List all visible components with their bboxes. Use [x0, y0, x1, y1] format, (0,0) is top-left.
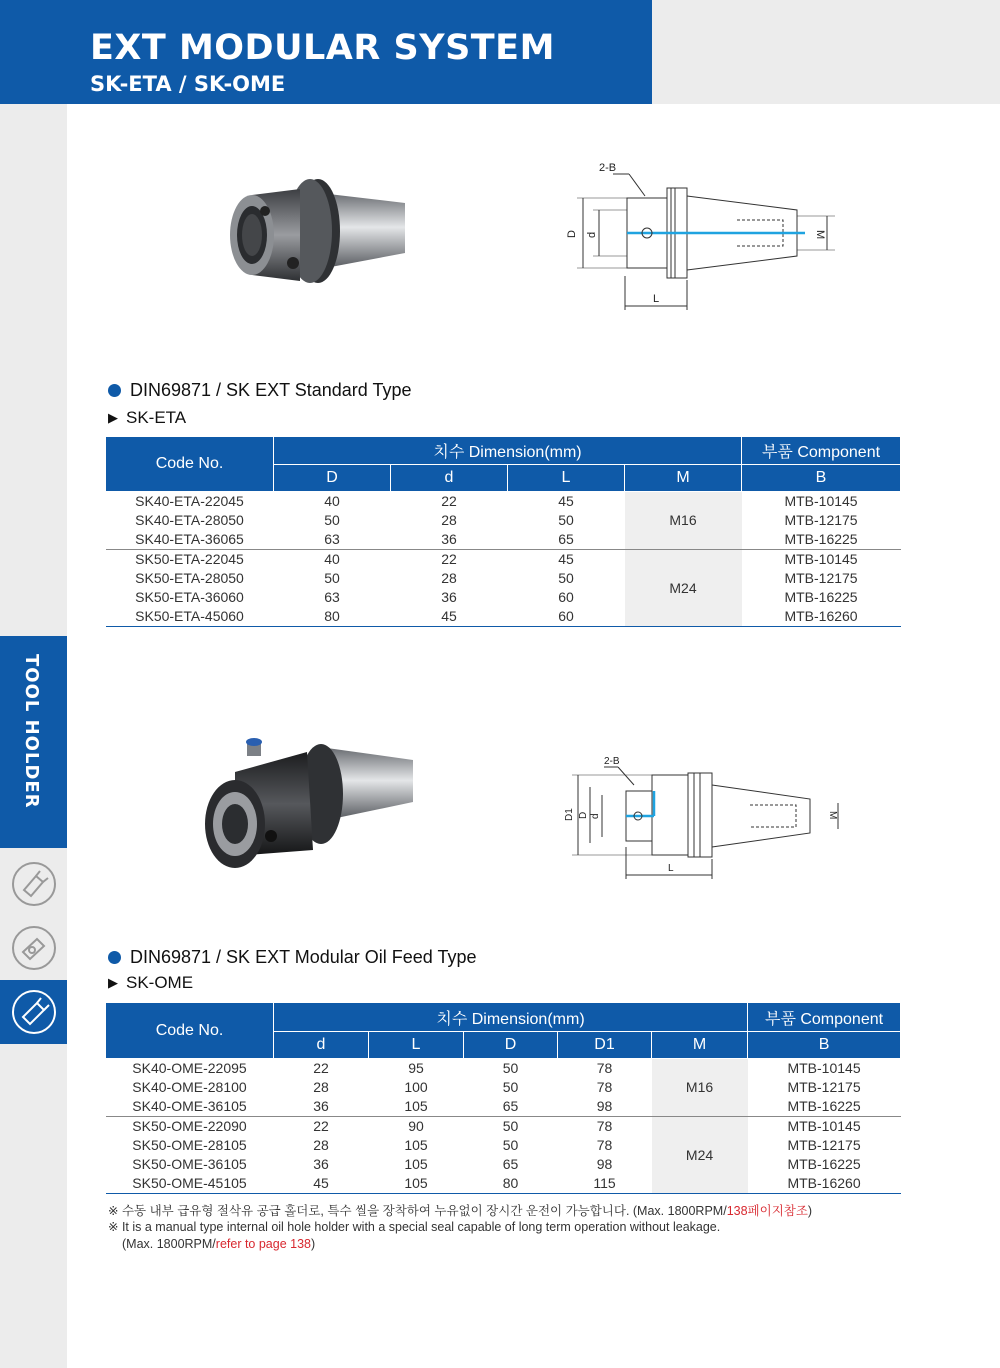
- note-english-line1: ※ It is a manual type internal oil hole holder with a special seal capable of long term operation without leakage.: [108, 1220, 721, 1234]
- cell-d: 45: [274, 1174, 369, 1194]
- ome-type-label-text: SK-OME: [126, 973, 194, 992]
- table-row: [106, 530, 901, 550]
- cell-d: 36: [274, 1097, 369, 1117]
- cell-d: 28: [441, 512, 457, 528]
- table-row: [106, 588, 901, 607]
- cell-L: 50: [558, 512, 574, 528]
- code-cell: SK40-OME-28100: [132, 1079, 247, 1095]
- table-row: [106, 1136, 901, 1155]
- side-nav-holder-icon-1[interactable]: [0, 852, 67, 916]
- cell-B: MTB-16225: [748, 1097, 901, 1117]
- cell-D: 50: [502, 1079, 519, 1095]
- cell-D1: 78: [596, 1118, 613, 1134]
- sk-eta-technical-drawing: [565, 158, 845, 323]
- cell-B: MTB-12175: [787, 1079, 861, 1095]
- cell-D: 50: [502, 1137, 519, 1153]
- ome-section-title: [108, 947, 477, 968]
- cell-d: 22: [441, 551, 457, 567]
- cell-d: 36: [391, 530, 508, 550]
- cell-M: M16: [625, 492, 742, 550]
- code-cell: SK50-OME-45105: [106, 1174, 274, 1194]
- code-cell: SK40-ETA-36065: [106, 530, 274, 550]
- cell-D1: 98: [596, 1156, 613, 1172]
- header-dimension: 치수 Dimension(mm): [274, 437, 742, 465]
- cell-L: 45: [558, 493, 574, 509]
- cell-B: MTB-10145: [784, 551, 858, 567]
- bullet-dot-icon: [108, 951, 121, 964]
- note-english-page-ref[interactable]: refer to page 138: [215, 1237, 311, 1251]
- side-nav-holder-icon-2[interactable]: [0, 916, 67, 980]
- eta-type-label: [108, 408, 186, 428]
- cell-d: 36: [441, 589, 457, 605]
- sk-ome-technical-drawing: [560, 755, 850, 888]
- tool-holder-icon: [10, 860, 58, 908]
- cell-M: M24: [652, 1117, 748, 1194]
- sk-eta-product-photo: [200, 165, 420, 320]
- drawing-label-2b: 2-B: [604, 756, 620, 767]
- cell-D: 50: [502, 1060, 519, 1076]
- note-korean-page-ref[interactable]: 138페이지참조: [726, 1204, 808, 1218]
- header-col-D: D: [274, 465, 391, 492]
- cell-D: 63: [274, 530, 391, 550]
- cell-D: 40: [324, 551, 340, 567]
- note-english-line2-text: (Max. 1800RPM/: [122, 1237, 216, 1251]
- cell-B: MTB-10145: [784, 493, 858, 509]
- cell-d: 28: [441, 570, 457, 586]
- page-subtitle: SK-ETA / SK-OME: [90, 72, 286, 96]
- header-component: 부품 Component: [742, 437, 901, 465]
- table-row: [106, 511, 901, 530]
- cell-D: 63: [324, 589, 340, 605]
- cell-B: MTB-16260: [742, 607, 901, 627]
- table-row: [106, 1059, 901, 1079]
- eta-section-title-text: DIN69871 / SK EXT Standard Type: [130, 380, 412, 400]
- cell-d: 28: [313, 1137, 329, 1153]
- code-cell: SK50-ETA-28050: [135, 570, 244, 586]
- drawing-label-d: d: [586, 231, 598, 238]
- table-row: [106, 492, 901, 512]
- code-cell: SK50-ETA-45060: [106, 607, 274, 627]
- cell-L: 105: [369, 1097, 464, 1117]
- cell-B: MTB-10145: [787, 1060, 861, 1076]
- table-row: [106, 569, 901, 588]
- cell-D: 65: [502, 1156, 519, 1172]
- cell-B: MTB-16260: [748, 1174, 901, 1194]
- cell-D: 65: [464, 1097, 558, 1117]
- cell-B: MTB-12175: [787, 1137, 861, 1153]
- sk-eta-spec-table: [105, 436, 901, 627]
- tool-holder-icon: [10, 988, 58, 1036]
- note-english-line2-end: ): [311, 1237, 316, 1251]
- cell-M: M16: [652, 1059, 748, 1117]
- cell-D: 40: [324, 493, 340, 509]
- bullet-dot-icon: [108, 384, 121, 397]
- cell-B: MTB-12175: [784, 570, 858, 586]
- cell-L: 90: [408, 1118, 424, 1134]
- cell-D1: 98: [558, 1097, 652, 1117]
- cell-D1: 78: [596, 1137, 613, 1153]
- code-cell: SK40-OME-36105: [106, 1097, 274, 1117]
- header-col-D1: D1: [558, 1032, 652, 1059]
- cell-D1: 115: [558, 1174, 652, 1194]
- cell-L: 105: [404, 1156, 428, 1172]
- code-cell: SK50-ETA-36060: [135, 589, 244, 605]
- cell-d: 22: [313, 1060, 329, 1076]
- header-col-d: d: [274, 1032, 369, 1059]
- cell-L: 50: [558, 570, 574, 586]
- header-col-D: D: [464, 1032, 558, 1059]
- drawing-label-d: d: [590, 813, 601, 819]
- side-nav-holder-icon-active[interactable]: [0, 980, 67, 1044]
- table-row: [106, 607, 901, 627]
- code-cell: SK40-ETA-22045: [135, 493, 244, 509]
- cell-L: 65: [508, 530, 625, 550]
- cell-L: 95: [408, 1060, 424, 1076]
- cell-L: 60: [558, 589, 574, 605]
- code-cell: SK50-ETA-22045: [135, 551, 244, 567]
- code-cell: SK50-OME-22090: [132, 1118, 247, 1134]
- header-col-d: d: [391, 465, 508, 492]
- cell-D: 50: [502, 1118, 519, 1134]
- header-col-B: B: [742, 465, 901, 492]
- drawing-label-D: D: [578, 811, 589, 819]
- eta-type-label-text: SK-ETA: [126, 408, 187, 427]
- sk-ome-product-photo: [195, 732, 420, 897]
- drawing-label-M: M: [814, 230, 826, 240]
- table-row: [106, 550, 901, 570]
- ome-section-title-text: DIN69871 / SK EXT Modular Oil Feed Type: [130, 947, 477, 967]
- table-row: [106, 1097, 901, 1117]
- drawing-label-D: D: [566, 230, 578, 238]
- drawing-label-L: L: [668, 863, 674, 874]
- note-korean-text: ※ 수동 내부 급유형 절삭유 공급 홀더로, 특수 씰을 장착하여 누유없이 장시간 운전이 가능합니다. (Max. 1800RPM/: [108, 1204, 727, 1218]
- note-korean-end: ): [807, 1204, 813, 1218]
- code-cell: SK40-OME-22095: [132, 1060, 247, 1076]
- cell-B: MTB-16225: [742, 530, 901, 550]
- drawing-label-L: L: [653, 293, 660, 305]
- table-row: [106, 1174, 901, 1194]
- header-code-no: Code No.: [106, 437, 274, 492]
- cell-B: MTB-16225: [787, 1156, 861, 1172]
- cell-M: M24: [625, 550, 742, 627]
- cell-d: 45: [391, 607, 508, 627]
- header-component: 부품 Component: [748, 1003, 901, 1032]
- table-row: [106, 1117, 901, 1137]
- cell-B: MTB-10145: [787, 1118, 861, 1134]
- cell-d: 36: [313, 1156, 329, 1172]
- cell-D1: 78: [596, 1079, 613, 1095]
- drawing-label-M: M: [827, 811, 838, 820]
- header-gray-panel: [652, 0, 1000, 104]
- cell-L: 60: [508, 607, 625, 627]
- header-col-L: L: [369, 1032, 464, 1059]
- cell-D: 80: [274, 607, 391, 627]
- header-code-no: Code No.: [106, 1003, 274, 1059]
- cell-L: 105: [404, 1137, 428, 1153]
- code-cell: SK40-ETA-28050: [135, 512, 244, 528]
- triangle-right-icon: ▶: [108, 410, 118, 425]
- cell-d: 22: [313, 1118, 329, 1134]
- cell-L: 45: [558, 551, 574, 567]
- header-col-L: L: [508, 465, 625, 492]
- eta-section-title: [108, 380, 412, 401]
- cell-B: MTB-16225: [784, 589, 858, 605]
- page-title: EXT MODULAR SYSTEM: [90, 28, 555, 68]
- header-col-M: M: [652, 1032, 748, 1059]
- cell-D: 50: [324, 570, 340, 586]
- cell-D1: 78: [596, 1060, 613, 1076]
- triangle-right-icon: ▶: [108, 975, 118, 990]
- sk-ome-spec-table: [105, 1002, 901, 1194]
- cell-d: 22: [441, 493, 457, 509]
- header-dimension: 치수 Dimension(mm): [274, 1003, 748, 1032]
- note-english-line2: [122, 1237, 315, 1251]
- tool-holder-icon: [10, 924, 58, 972]
- code-cell: SK50-OME-28105: [132, 1137, 247, 1153]
- cell-L: 105: [369, 1174, 464, 1194]
- cell-L: 100: [404, 1079, 428, 1095]
- table-row: [106, 1155, 901, 1174]
- code-cell: SK50-OME-36105: [132, 1156, 247, 1172]
- ome-type-label: [108, 973, 193, 993]
- table-row: [106, 1078, 901, 1097]
- side-tab-label: TOOL HOLDER: [21, 654, 42, 809]
- drawing-label-D1: D1: [564, 808, 575, 821]
- drawing-label-2b: 2-B: [599, 162, 617, 174]
- note-korean: [108, 1201, 812, 1219]
- cell-D: 50: [324, 512, 340, 528]
- cell-B: MTB-12175: [784, 512, 858, 528]
- header-col-B: B: [748, 1032, 901, 1059]
- cell-D: 80: [464, 1174, 558, 1194]
- cell-d: 28: [313, 1079, 329, 1095]
- header-col-M: M: [625, 465, 742, 492]
